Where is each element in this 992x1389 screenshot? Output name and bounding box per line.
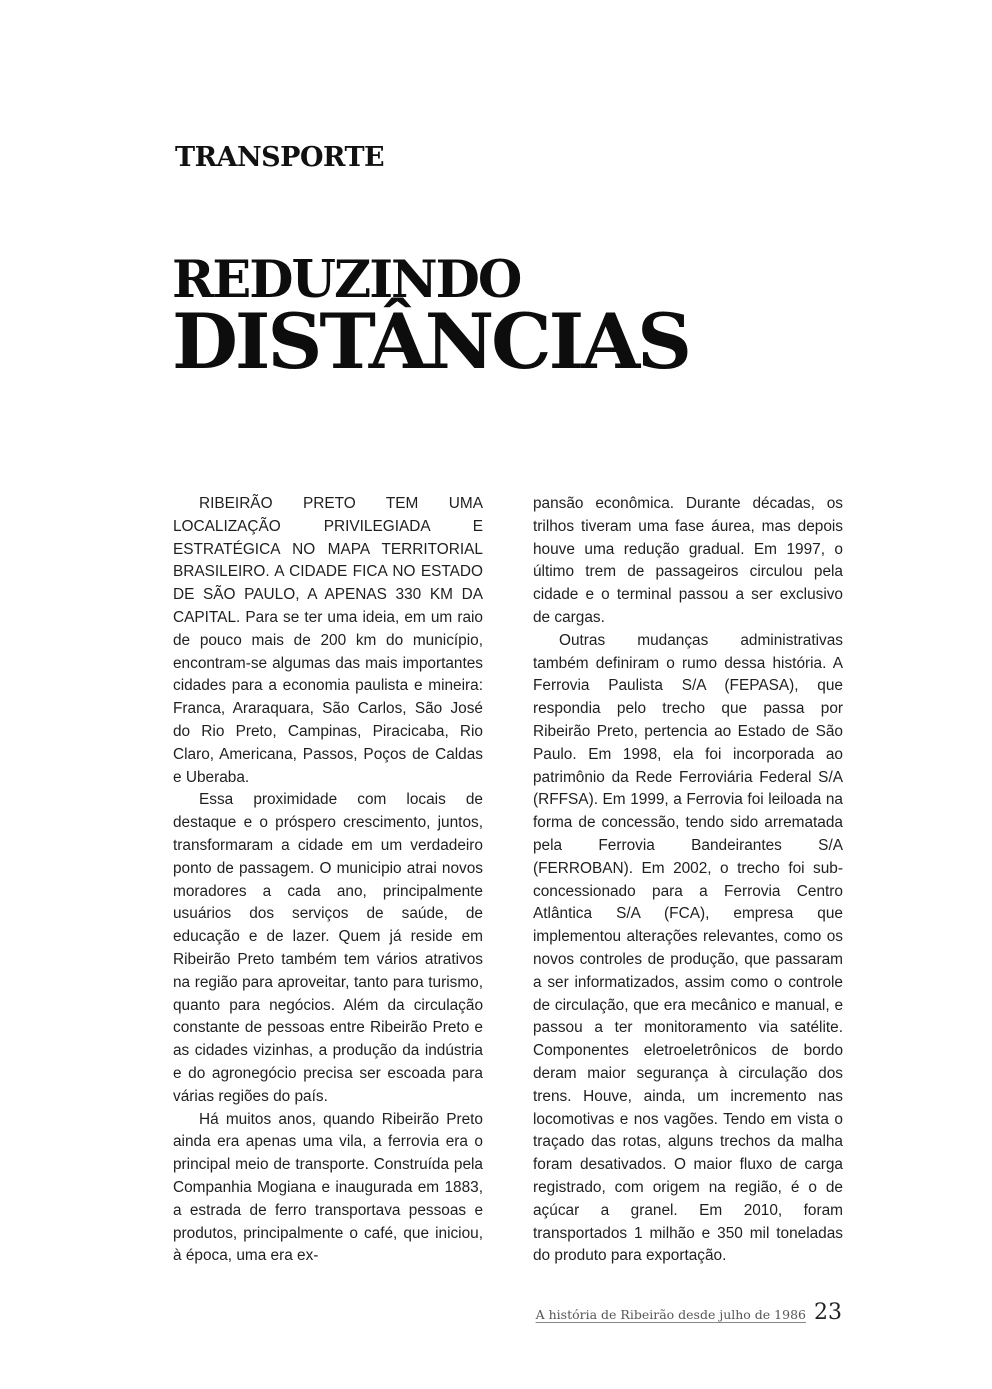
- paragraph: RIBEIRÃO PRETO TEM UMA LOCALIZAÇÃO PRIVILEGIADA E ESTRATÉGICA NO MAPA TERRITORIAL BRASILEIRO. A CIDADE FICA NO ESTADO DE SÃO PAULO, A APENAS 330 KM DA CAPITAL. Para se ter uma ideia, em um raio de pouco mais de 200 km do município, encontram-se algumas das mais importantes cidades para a economia paulista e mineira: Franca, Araraquara, São Carlos, São José do Rio Preto, Campinas, Piracicaba, Rio Claro, Americana, Passos, Poços de Caldas e Uberaba.: [173, 495, 483, 786]
- paragraph: Outras mudanças administrativas também definiram o rumo dessa história. A Ferrovia Paulista S/A (FEPASA), que respondia pelo trecho que passa por Ribeirão Preto, pertencia ao Estado de São Paulo. Em 1998, ela foi incorporada ao patrimônio da Rede Ferroviária Federal S/A (RFFSA). Em 1999, a Ferrovia foi leiloada na forma de concessão, tendo sido arrematada pela Ferrovia Bandeirantes S/A (FERROBAN). Em 2002, o trecho foi sub-concessionado para a Ferrovia Centro Atlântica S/A (FCA), empresa que implementou alterações relevantes, como os novos controles de produção, que passaram a ser informatizados, assim como o controle de circulação, que era mecânico e manual, e passou a ter monitoramento via satélite. Componentes eletroeletrônicos de bordo deram maior segurança à circulação dos trens. Houve, ainda, um incremento nas locomotivas e nos vagões. Tendo em vista o traçado das rotas, alguns trechos da malha foram desativados. O maior fluxo de carga registrado, com origem na região, é o de açúcar a granel. Em 2010, foram transportados 1 milhão e 350 mil toneladas do produto para exportação.: [533, 631, 843, 1265]
- headline: [172, 250, 690, 386]
- page-number: 23: [814, 1300, 842, 1325]
- body-column-left: [173, 493, 483, 1268]
- page-footer: [536, 1300, 842, 1325]
- headline-line-2: DISTÂNCIAS: [172, 297, 690, 386]
- paragraph: pansão econômica. Durante décadas, os trilhos tiveram uma fase áurea, mas depois houve uma redução gradual. Em 1997, o último trem de passageiros circulou pela cidade e o terminal passou a ser exclusivo de cargas.: [533, 495, 843, 626]
- body-column-right: [533, 493, 843, 1268]
- footer-text: A história de Ribeirão desde julho de 1986: [535, 1307, 806, 1322]
- headline-line-1: REDUZINDO: [172, 250, 521, 310]
- section-label: TRANSPORTE: [175, 142, 385, 173]
- paragraph: Há muitos anos, quando Ribeirão Preto ainda era apenas uma vila, a ferrovia era o principal meio de transporte. Construída pela Companhia Mogiana e inaugurada em 1883, a estrada de ferro transportava pessoas e produtos, principalmente o café, que iniciou, à época, uma era ex-: [173, 1110, 483, 1265]
- paragraph: Essa proximidade com locais de destaque e o próspero crescimento, juntos, transformaram a cidade em um verdadeiro ponto de passagem. O municipio atrai novos moradores a cada ano, principalmente usuários dos serviços de saúde, de educação e de lazer. Quem já reside em Ribeirão Preto também tem vários atrativos na região para aproveitar, tanto para turismo, quanto para negócios. Além da circulação constante de pessoas entre Ribeirão Preto e as cidades vizinhas, a produção da indústria e do agronegócio precisa ser escoada para várias regiões do país.: [173, 791, 483, 1105]
